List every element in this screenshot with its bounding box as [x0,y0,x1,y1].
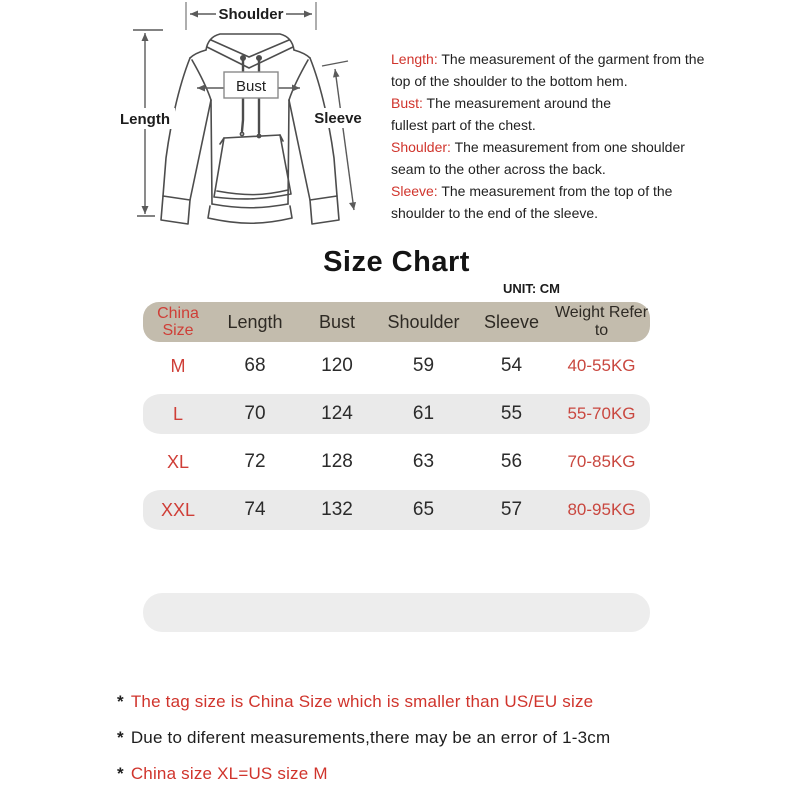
size-value: XXL [160,499,196,520]
weight-value: 80-95KG [567,500,636,519]
length-value: 74 [244,499,266,520]
hoodie-measurement-diagram [0,0,400,240]
size-chart-table [143,302,650,534]
column-header-length: Length [227,311,283,332]
bust-value: 132 [321,499,353,520]
asterisk: * [117,764,124,783]
definition-term-shoulder: Shoulder: [391,139,451,155]
column-header-sleeve: Sleeve [483,311,540,332]
note-size-conversion: * China size XL=US size M [117,764,328,783]
bust-value: 124 [321,403,353,424]
shoulder-value: 63 [412,451,435,472]
table-row-xl [143,438,650,486]
column-header-weight: Weight Refer to [554,304,649,339]
unit-label: UNIT: CM [502,281,560,296]
definition-shoulder-line2: seam to the other across the back. [391,161,606,177]
definition-length-line2: top of the shoulder to the bottom hem. [391,73,628,89]
table-row-m [143,342,650,390]
note-tag-size: * The tag size is China Size which is smaller than US/EU size [117,692,594,711]
definition-length-line1: Length: The measurement of the garment from the [391,51,705,67]
table-row-l [143,390,650,438]
sleeve-value: 54 [500,355,523,376]
shoulder-value: 61 [412,403,435,424]
size-value: XL [166,451,190,472]
length-value: 70 [244,403,266,424]
sleeve-value: 55 [500,403,523,424]
asterisk: * [117,728,124,747]
length-value: 68 [244,355,266,376]
column-header-china-size: China Size [157,305,199,339]
definition-sleeve-line1: Sleeve: The measurement from the top of the [391,183,673,199]
shoulder-value: 65 [412,499,435,520]
shoulder-label: Shoulder [218,6,284,23]
sleeve-value: 56 [500,451,523,472]
length-value: 72 [244,451,266,472]
weight-value: 40-55KG [567,356,636,375]
column-header-bust: Bust [318,311,356,332]
bust-value: 120 [321,355,353,376]
definition-shoulder-line1: Shoulder: The measurement from one shoulder [391,139,685,155]
definition-term-sleeve: Sleeve: [391,183,438,199]
length-measure-arrow [115,30,175,216]
weight-value: 55-70KG [567,404,636,423]
size-value: L [172,403,183,424]
size-value: M [170,355,186,376]
bust-value: 128 [321,451,353,472]
empty-pill-bar [143,593,650,632]
definition-bust-line2: fullest part of the chest. [391,117,536,133]
sleeve-value: 57 [500,499,523,520]
bust-label: Bust [235,78,267,95]
measurement-definitions [391,48,751,224]
footnotes [117,692,610,800]
shoulder-measure-arrow [186,2,316,30]
asterisk: * [117,692,124,711]
size-chart-title: Size Chart [323,246,470,278]
shoulder-value: 59 [412,355,435,376]
definition-term-bust: Bust: [391,95,423,111]
weight-value: 70-85KG [567,452,636,471]
column-header-shoulder: Shoulder [387,311,460,332]
definition-term-length: Length: [391,51,438,67]
note-measure-error: * Due to diferent measurements,there may be an error of 1-3cm [117,728,611,747]
definition-bust-line1: Bust: The measurement around the [391,95,611,111]
table-row-xxl [143,486,650,534]
definition-sleeve-line2: shoulder to the end of the sleeve. [391,205,599,221]
table-header-row [143,302,650,342]
bust-measure-arrow [197,72,300,98]
length-label: Length [120,111,170,128]
hood-outline [206,34,294,50]
sleeve-label: Sleeve [314,110,362,127]
